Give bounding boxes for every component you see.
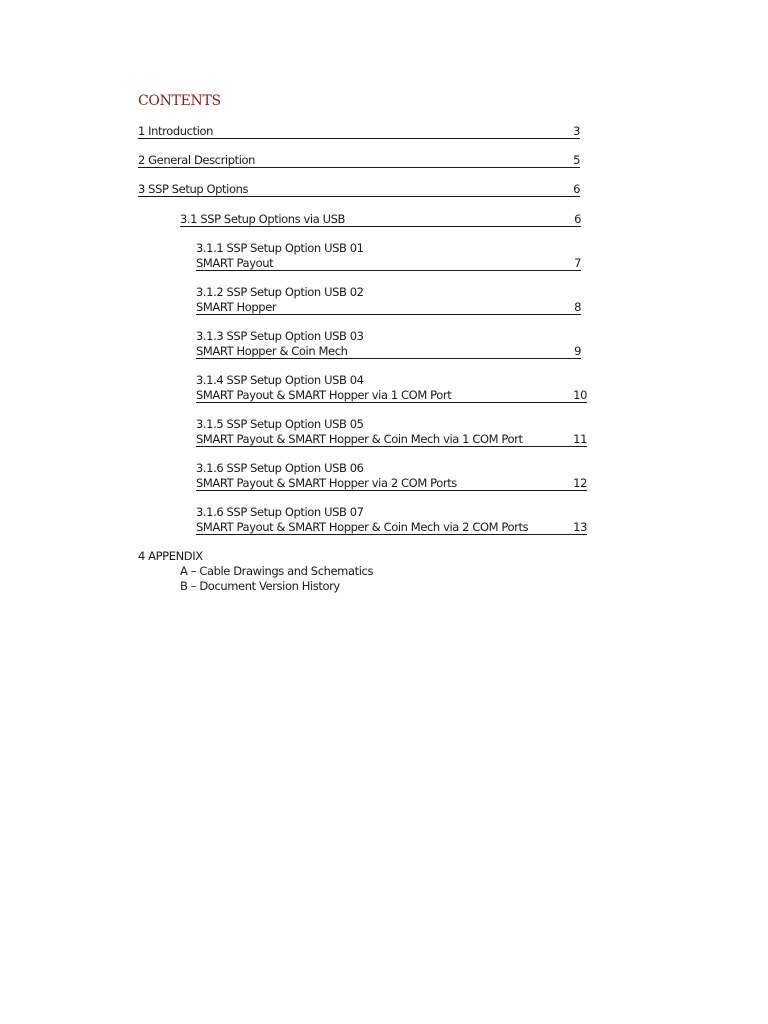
toc-entry-page: 13 <box>573 520 587 534</box>
toc-entry-usb-02[interactable] <box>196 300 581 315</box>
toc-entry-page: 8 <box>574 300 581 314</box>
toc-entry-usb-06[interactable] <box>196 476 587 491</box>
toc-entry-ssp-setup-usb[interactable] <box>180 212 581 227</box>
toc-subentry-heading: 3.1.5 SSP Setup Option USB 05 <box>196 417 364 431</box>
toc-entry-page: 3 <box>573 124 580 138</box>
toc-entry-title: 3.1 SSP Setup Options via USB <box>180 212 345 226</box>
toc-appendix-item[interactable]: B – Document Version History <box>180 579 340 593</box>
toc-entry-usb-03[interactable] <box>196 344 581 359</box>
toc-entry-introduction[interactable] <box>138 124 580 139</box>
toc-entry-title: SMART Payout & SMART Hopper & Coin Mech via 1 COM Port <box>196 432 523 446</box>
contents-heading: CONTENTS <box>138 93 221 109</box>
toc-entry-title: 1 Introduction <box>138 124 214 138</box>
toc-entry-title: 2 General Description <box>138 153 256 167</box>
toc-appendix-title: 4 APPENDIX <box>138 549 203 563</box>
toc-subentry-heading: 3.1.6 SSP Setup Option USB 07 <box>196 505 364 519</box>
toc-entry-title: SMART Hopper <box>196 300 277 314</box>
toc-entry-title: SMART Payout & SMART Hopper & Coin Mech via 2 COM Ports <box>196 520 529 534</box>
toc-entry-title: SMART Payout & SMART Hopper via 2 COM Ports <box>196 476 457 490</box>
toc-entry-page: 11 <box>573 432 587 446</box>
toc-subentry-heading: 3.1.6 SSP Setup Option USB 06 <box>196 461 364 475</box>
toc-entry-title: SMART Hopper & Coin Mech <box>196 344 348 358</box>
toc-subentry-heading: 3.1.3 SSP Setup Option USB 03 <box>196 329 364 343</box>
toc-entry-page: 6 <box>574 212 581 226</box>
toc-entry-general-description[interactable] <box>138 153 580 168</box>
toc-entry-page: 7 <box>574 256 581 270</box>
toc-entry-page: 12 <box>573 476 587 490</box>
toc-entry-page: 10 <box>573 388 587 402</box>
toc-subentry-heading: 3.1.2 SSP Setup Option USB 02 <box>196 285 364 299</box>
toc-subentry-heading: 3.1.4 SSP Setup Option USB 04 <box>196 373 364 387</box>
toc-entry-usb-07[interactable] <box>196 520 587 535</box>
toc-entry-ssp-setup-options[interactable] <box>138 182 580 197</box>
toc-entry-usb-05[interactable] <box>196 432 587 447</box>
toc-subentry-heading: 3.1.1 SSP Setup Option USB 01 <box>196 241 364 255</box>
toc-entry-page: 6 <box>573 182 580 196</box>
toc-entry-title: SMART Payout <box>196 256 274 270</box>
toc-entry-page: 9 <box>574 344 581 358</box>
toc-entry-page: 5 <box>573 153 580 167</box>
toc-entry-title: SMART Payout & SMART Hopper via 1 COM Port <box>196 388 452 402</box>
toc-entry-title: 3 SSP Setup Options <box>138 182 249 196</box>
toc-entry-usb-01[interactable] <box>196 256 581 271</box>
toc-appendix-item[interactable]: A – Cable Drawings and Schematics <box>180 564 374 578</box>
toc-entry-usb-04[interactable] <box>196 388 587 403</box>
